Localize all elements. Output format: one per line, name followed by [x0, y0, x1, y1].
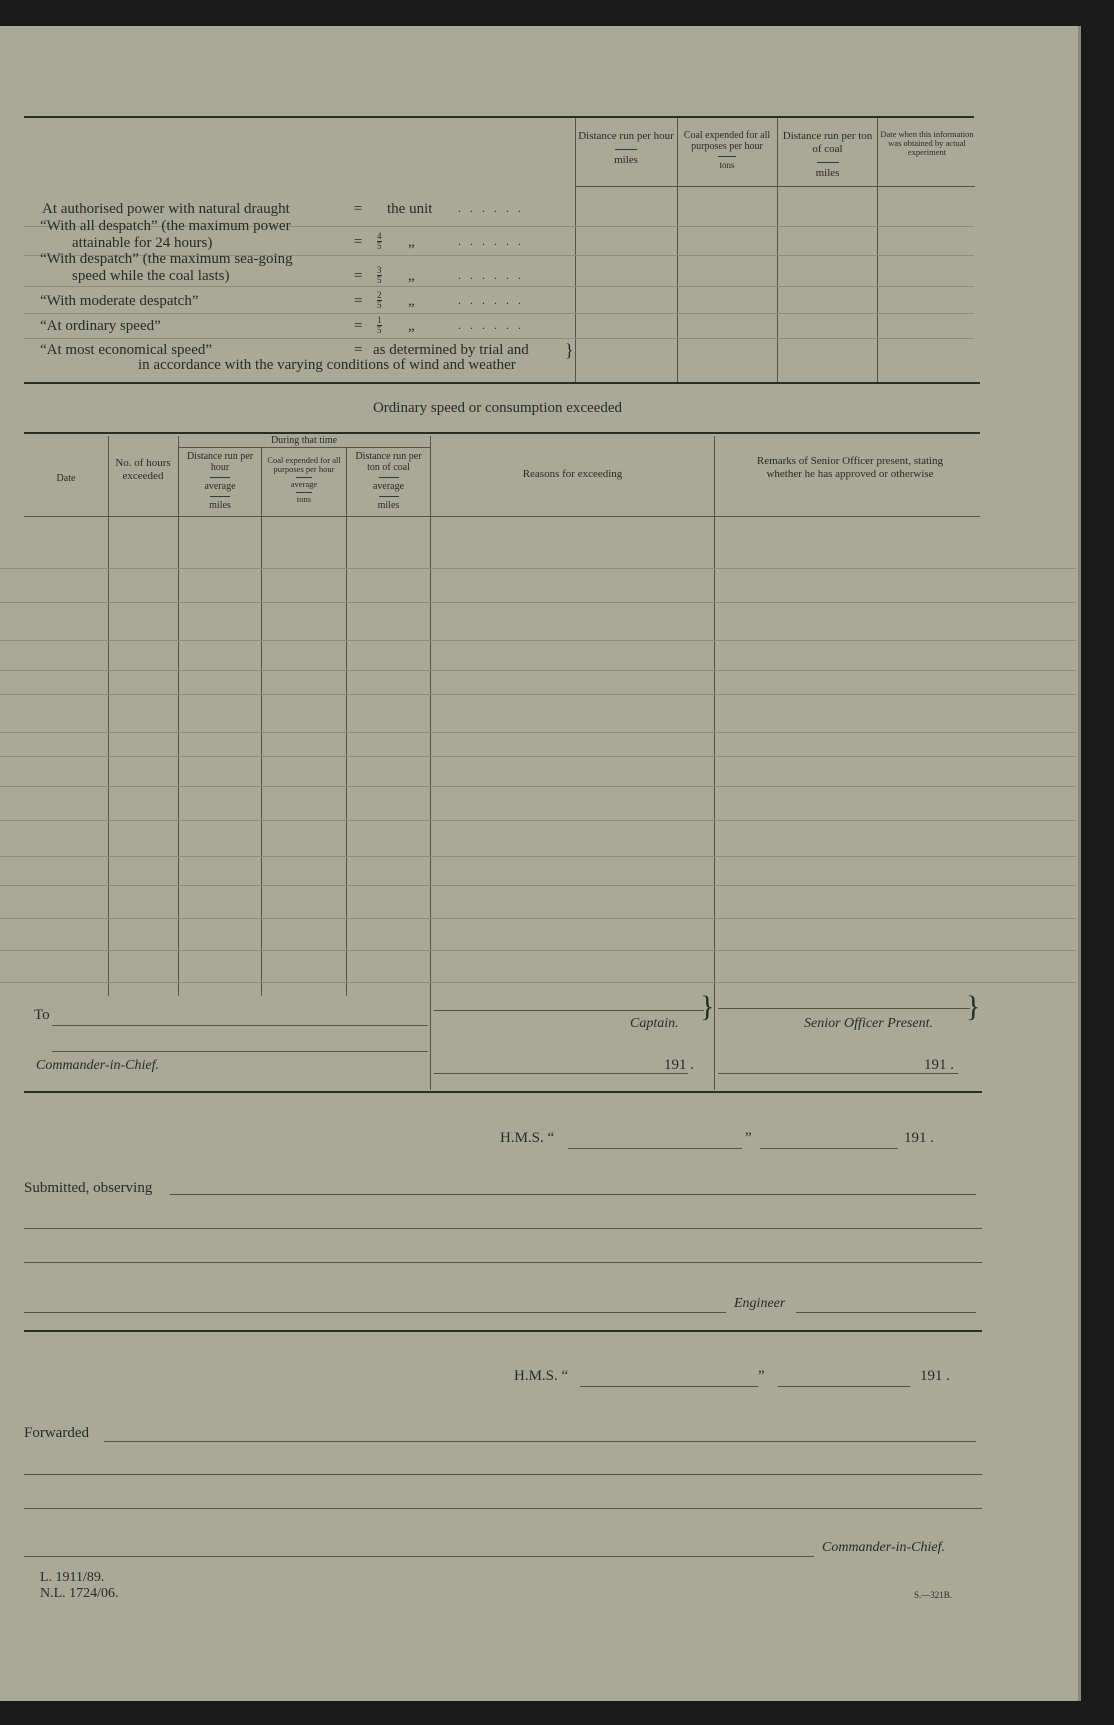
fraction: 2 5 — [377, 290, 382, 310]
fraction: 4 5 — [377, 231, 382, 251]
row-rule — [24, 286, 974, 287]
col-divider — [346, 447, 347, 996]
ditto-mark: „ — [408, 268, 415, 284]
leader-dots: . . . . . . — [458, 268, 524, 282]
col-divider — [877, 118, 878, 382]
leader-dots: . . . . . . — [458, 293, 524, 307]
captain-signature-line[interactable] — [434, 1010, 704, 1011]
captain-label: Captain. — [630, 1016, 679, 1031]
col-divider — [178, 436, 179, 996]
col-reasons: Reasons for exceeding — [522, 468, 623, 480]
commander-in-chief-label: Commander-in-Chief. — [36, 1058, 159, 1073]
header-date-obtained: Date when this information was obtained by actual experiment — [880, 129, 974, 157]
form-reference: L. 1911/89. N.L. 1724/06. — [40, 1570, 119, 1601]
section-title: Ordinary speed or consumption exceeded — [372, 400, 623, 416]
ruled-line — [0, 820, 1076, 821]
forwarded-label: Forwarded — [24, 1425, 89, 1441]
during-label: During that time — [270, 435, 338, 446]
header-distance-per-ton: Distance run per ton of coal miles — [782, 130, 873, 179]
row-moderate-despatch: “With moderate despatch” — [40, 293, 199, 309]
brace: } — [565, 340, 574, 360]
commander-in-chief-label: Commander-in-Chief. — [822, 1540, 945, 1555]
col-divider — [430, 436, 431, 1090]
ruled-line — [0, 670, 1076, 671]
header-coal-per-hour: Coal expended for all purposes per hour tons — [683, 130, 771, 170]
leader-dots: . . . . . . — [458, 201, 524, 215]
fraction: 1 5 — [377, 315, 382, 335]
forwarded-line[interactable] — [104, 1441, 976, 1442]
col-distance-per-hour: Distance run per hour average miles — [186, 451, 254, 511]
top-table-bottom-rule — [24, 382, 980, 384]
commander-signature-line[interactable] — [24, 1556, 814, 1557]
forwarded-line-2[interactable] — [24, 1474, 982, 1475]
brace: } — [700, 990, 715, 1023]
quote-close: ” — [745, 1130, 752, 1146]
leader-dots: . . . . . . — [458, 234, 524, 248]
submitted-line-2[interactable] — [24, 1228, 982, 1229]
senior-officer-label: Senior Officer Present. — [804, 1016, 933, 1031]
row-eq: = — [354, 234, 363, 250]
ruled-line — [0, 756, 1076, 757]
ruled-line — [0, 950, 1076, 951]
ruled-line — [0, 640, 1076, 641]
quote-close: ” — [758, 1368, 765, 1384]
ship-name-line[interactable] — [580, 1386, 758, 1387]
header-distance-per-hour: Distance run per hour miles — [578, 130, 674, 166]
top-rule — [24, 116, 974, 118]
header-bottom-rule — [24, 516, 980, 517]
senior-officer-date-line[interactable] — [718, 1073, 958, 1074]
ruled-line — [0, 982, 1076, 983]
col-divider — [575, 118, 576, 382]
to-line-2[interactable] — [52, 1051, 428, 1052]
ruled-line — [0, 885, 1076, 886]
ruled-line — [0, 856, 1076, 857]
captain-date-line[interactable] — [434, 1073, 688, 1074]
row-ordinary-speed: “At ordinary speed” — [40, 318, 161, 334]
submitted-line[interactable] — [170, 1194, 976, 1195]
forwarded-line-3[interactable] — [24, 1508, 982, 1509]
row-value: as determined by trial and — [373, 342, 529, 358]
ruled-line — [0, 694, 1076, 695]
section-rule — [24, 432, 980, 434]
row-rule — [24, 338, 974, 339]
row-eq: = — [354, 342, 363, 358]
col-divider — [261, 447, 262, 996]
col-divider — [108, 436, 109, 996]
senior-officer-year: 191 . — [924, 1057, 954, 1073]
col-distance-per-ton: Distance run per ton of coal average miles — [355, 451, 422, 511]
engineer-signature-line[interactable] — [24, 1312, 726, 1313]
row-eq: = — [354, 201, 363, 217]
section-rule — [24, 1330, 982, 1332]
date-line[interactable] — [778, 1386, 910, 1387]
engineer-line-tail — [796, 1312, 976, 1313]
row-eq: = — [354, 318, 363, 334]
ship-name-line[interactable] — [568, 1148, 742, 1149]
row-value: the unit — [387, 201, 433, 217]
col-hours: No. of hours exceeded — [115, 457, 171, 482]
row-economical-speed: “At most economical speed” — [40, 342, 213, 358]
section-rule — [24, 1091, 982, 1093]
col-coal-per-hour: Coal expended for all purposes per hour average tons — [267, 455, 341, 504]
form-number: S.—321B. — [914, 1590, 953, 1600]
row-rule — [24, 313, 974, 314]
ruled-line — [0, 786, 1076, 787]
ruled-line — [0, 732, 1076, 733]
hms-label: H.M.S. “ — [500, 1130, 555, 1146]
ruled-line — [0, 568, 1076, 569]
row-despatch: “With despatch” (the maximum sea-going speed while the coal lasts) — [40, 251, 293, 284]
to-line[interactable] — [52, 1025, 428, 1026]
ditto-mark: „ — [408, 293, 415, 309]
captain-year: 191 . — [664, 1057, 694, 1073]
submitted-line-3[interactable] — [24, 1262, 982, 1263]
hms-label: H.M.S. “ — [514, 1368, 569, 1384]
senior-officer-signature-line[interactable] — [718, 1008, 970, 1009]
col-divider — [777, 118, 778, 382]
during-rule — [178, 447, 430, 448]
row-eq: = — [354, 268, 363, 284]
row-eq: = — [354, 293, 363, 309]
ditto-mark: „ — [408, 318, 415, 334]
ruled-line — [0, 602, 1076, 603]
row-continuation: in accordance with the varying conditions of wind and weather — [138, 357, 516, 373]
ruled-line — [0, 918, 1076, 919]
submitted-label: Submitted, observing — [24, 1180, 153, 1196]
to-label: To — [34, 1007, 50, 1023]
col-date: Date — [56, 473, 76, 484]
header-rule — [575, 186, 975, 187]
col-divider — [677, 118, 678, 382]
row-authorised-power: At authorised power with natural draught — [42, 201, 290, 217]
col-remarks: Remarks of Senior Officer present, stating whether he has approved or otherwise — [756, 455, 944, 480]
hms-year: 191 . — [904, 1130, 934, 1146]
engineer-label: Engineer — [734, 1296, 786, 1311]
ditto-mark: „ — [408, 234, 415, 250]
date-line[interactable] — [760, 1148, 898, 1149]
hms-year: 191 . — [920, 1368, 950, 1384]
leader-dots: . . . . . . — [458, 318, 524, 332]
row-all-despatch: “With all despatch” (the maximum power attainable for 24 hours) — [40, 218, 291, 251]
fraction: 3 5 — [377, 265, 382, 285]
brace: } — [966, 990, 981, 1023]
